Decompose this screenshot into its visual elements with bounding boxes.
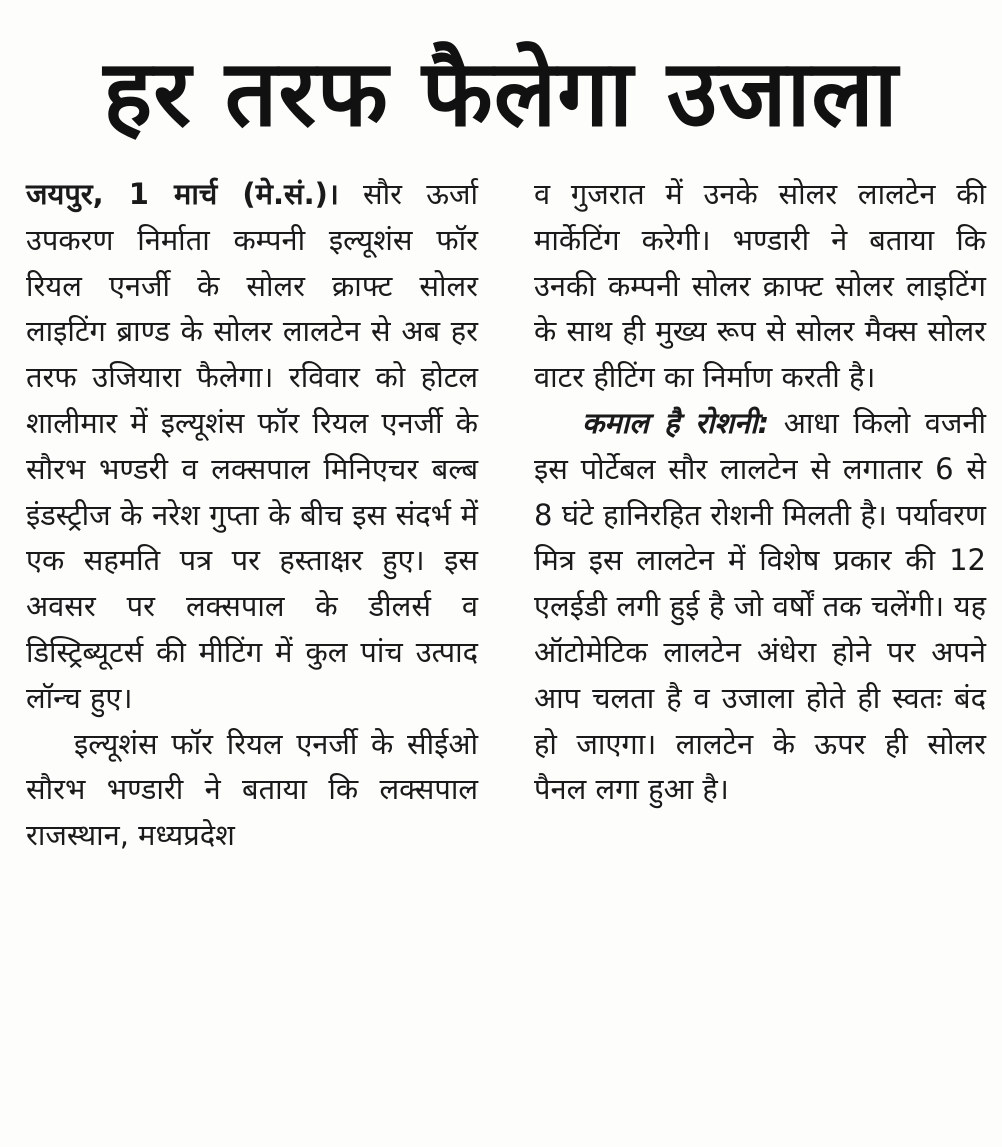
paragraph-text: आधा किलो वजनी इस पोर्टेबल सौर लालटेन से लगातार 6 से 8 घंटे हानिरहित रोशनी मिलती है। पर्यावरण मित्र इस लालटेन में विशेष प्रकार की 12 एलईडी लगी हुई है जो वर्षों तक चलेंगी। यह ऑटोमेटिक लालटेन अंधेरा होने पर अपने आप चलता है व उजाला होते ही स्वतः बंद हो जाएगा। लालटेन के ऊपर ही सोलर पैनल लगा हुआ है।	[534, 405, 986, 807]
headline: हर तरफ फैलेगा उजाला	[103, 40, 899, 147]
paragraph-text: सौर ऊर्जा उपकरण निर्माता कम्पनी इल्यूशंस फॉर रियल एनर्जी के सोलर क्राफ्ट सोलर लाइटिंग ब्राण्ड के सोलर लालटेन से अब हर तरफ उजियारा फैलेगा। रविवार को होटल शालीमार में इल्यूशंस फॉर रियल एनर्जी के सौरभ भण्डरी व लक्सपाल मिनिएचर बल्ब इंडस्ट्रीज के नरेश गुप्ता के बीच इस संदर्भ में एक सहमति पत्र पर हस्ताक्षर हुए। इस अवसर पर लक्सपाल के डीलर्स व डिस्ट्रिब्यूटर्स की मीटिंग में कुल पांच उत्पाद लॉन्च हुए।	[26, 177, 478, 715]
article-paragraph	[534, 401, 986, 813]
article-column-right	[534, 172, 986, 1132]
article-paragraph	[26, 172, 478, 722]
article-column-left	[26, 172, 478, 1132]
article-paragraph: व गुजरात में उनके सोलर लालटेन की मार्केटिंग करेगी। भण्डारी ने बताया कि उनकी कम्पनी सोलर क्राफ्ट सोलर लाइटिंग के साथ ही मुख्य रूप से सोलर मैक्स सोलर वाटर हीटिंग का निर्माण करती है।	[534, 177, 986, 395]
article-paragraph: इल्यूशंस फॉर रियल एनर्जी के सीईओ सौरभ भण्डारी ने बताया कि लक्सपाल राजस्थान, मध्यप्रदेश	[26, 726, 478, 853]
subheading: कमाल है रोशनी:	[582, 405, 770, 440]
dateline: जयपुर, 1 मार्च (मे.सं.)।	[26, 177, 339, 211]
